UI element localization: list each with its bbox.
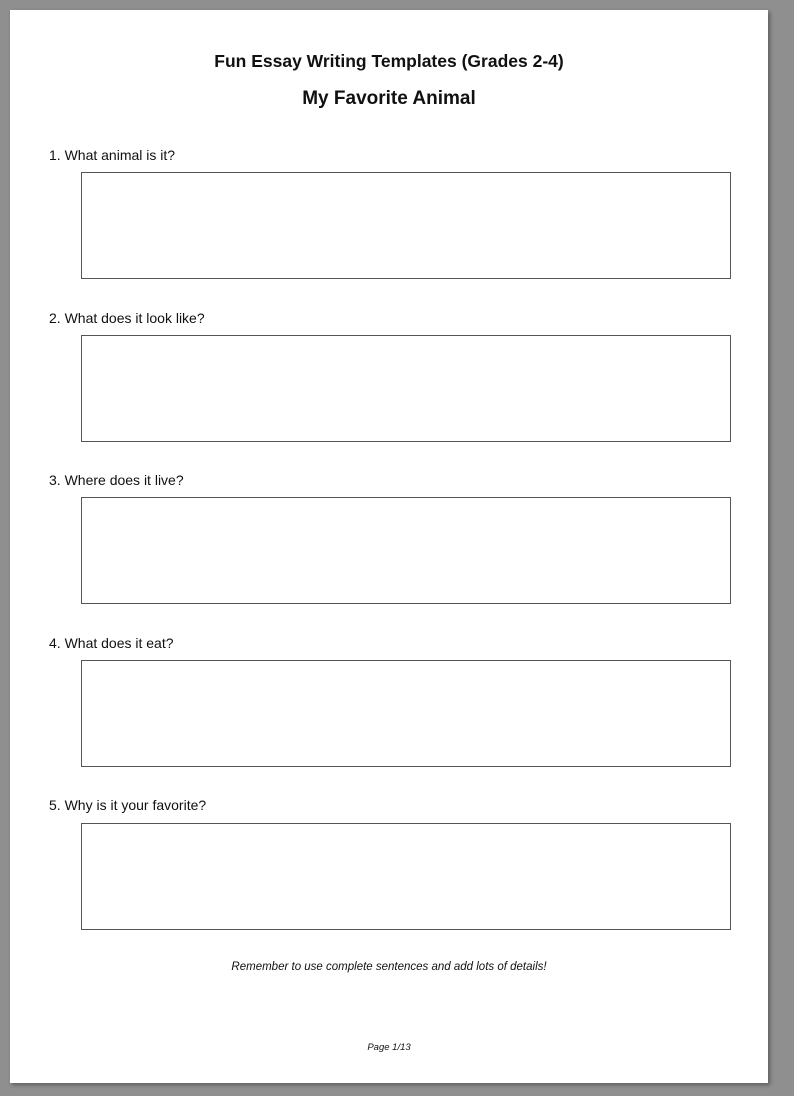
worksheet-title: Fun Essay Writing Templates (Grades 2-4)	[214, 51, 564, 71]
worksheet-subtitle: My Favorite Animal	[302, 88, 476, 109]
question-5-label: 5. Why is it your favorite?	[49, 797, 207, 813]
answer-box-4[interactable]	[81, 660, 731, 767]
answer-box-2[interactable]	[81, 335, 731, 442]
question-4-label: 4. What does it eat?	[49, 635, 174, 651]
answer-box-5[interactable]	[81, 823, 731, 930]
answer-box-1[interactable]	[81, 172, 731, 279]
worksheet-page	[10, 10, 768, 1083]
reminder-text: Remember to use complete sentences and add lots of details!	[231, 961, 547, 973]
page-number: Page 1/13	[367, 1042, 411, 1053]
question-2-label: 2. What does it look like?	[49, 310, 205, 326]
answer-box-3[interactable]	[81, 497, 731, 604]
question-3-label: 3. Where does it live?	[49, 472, 184, 488]
question-1-label: 1. What animal is it?	[49, 147, 176, 163]
